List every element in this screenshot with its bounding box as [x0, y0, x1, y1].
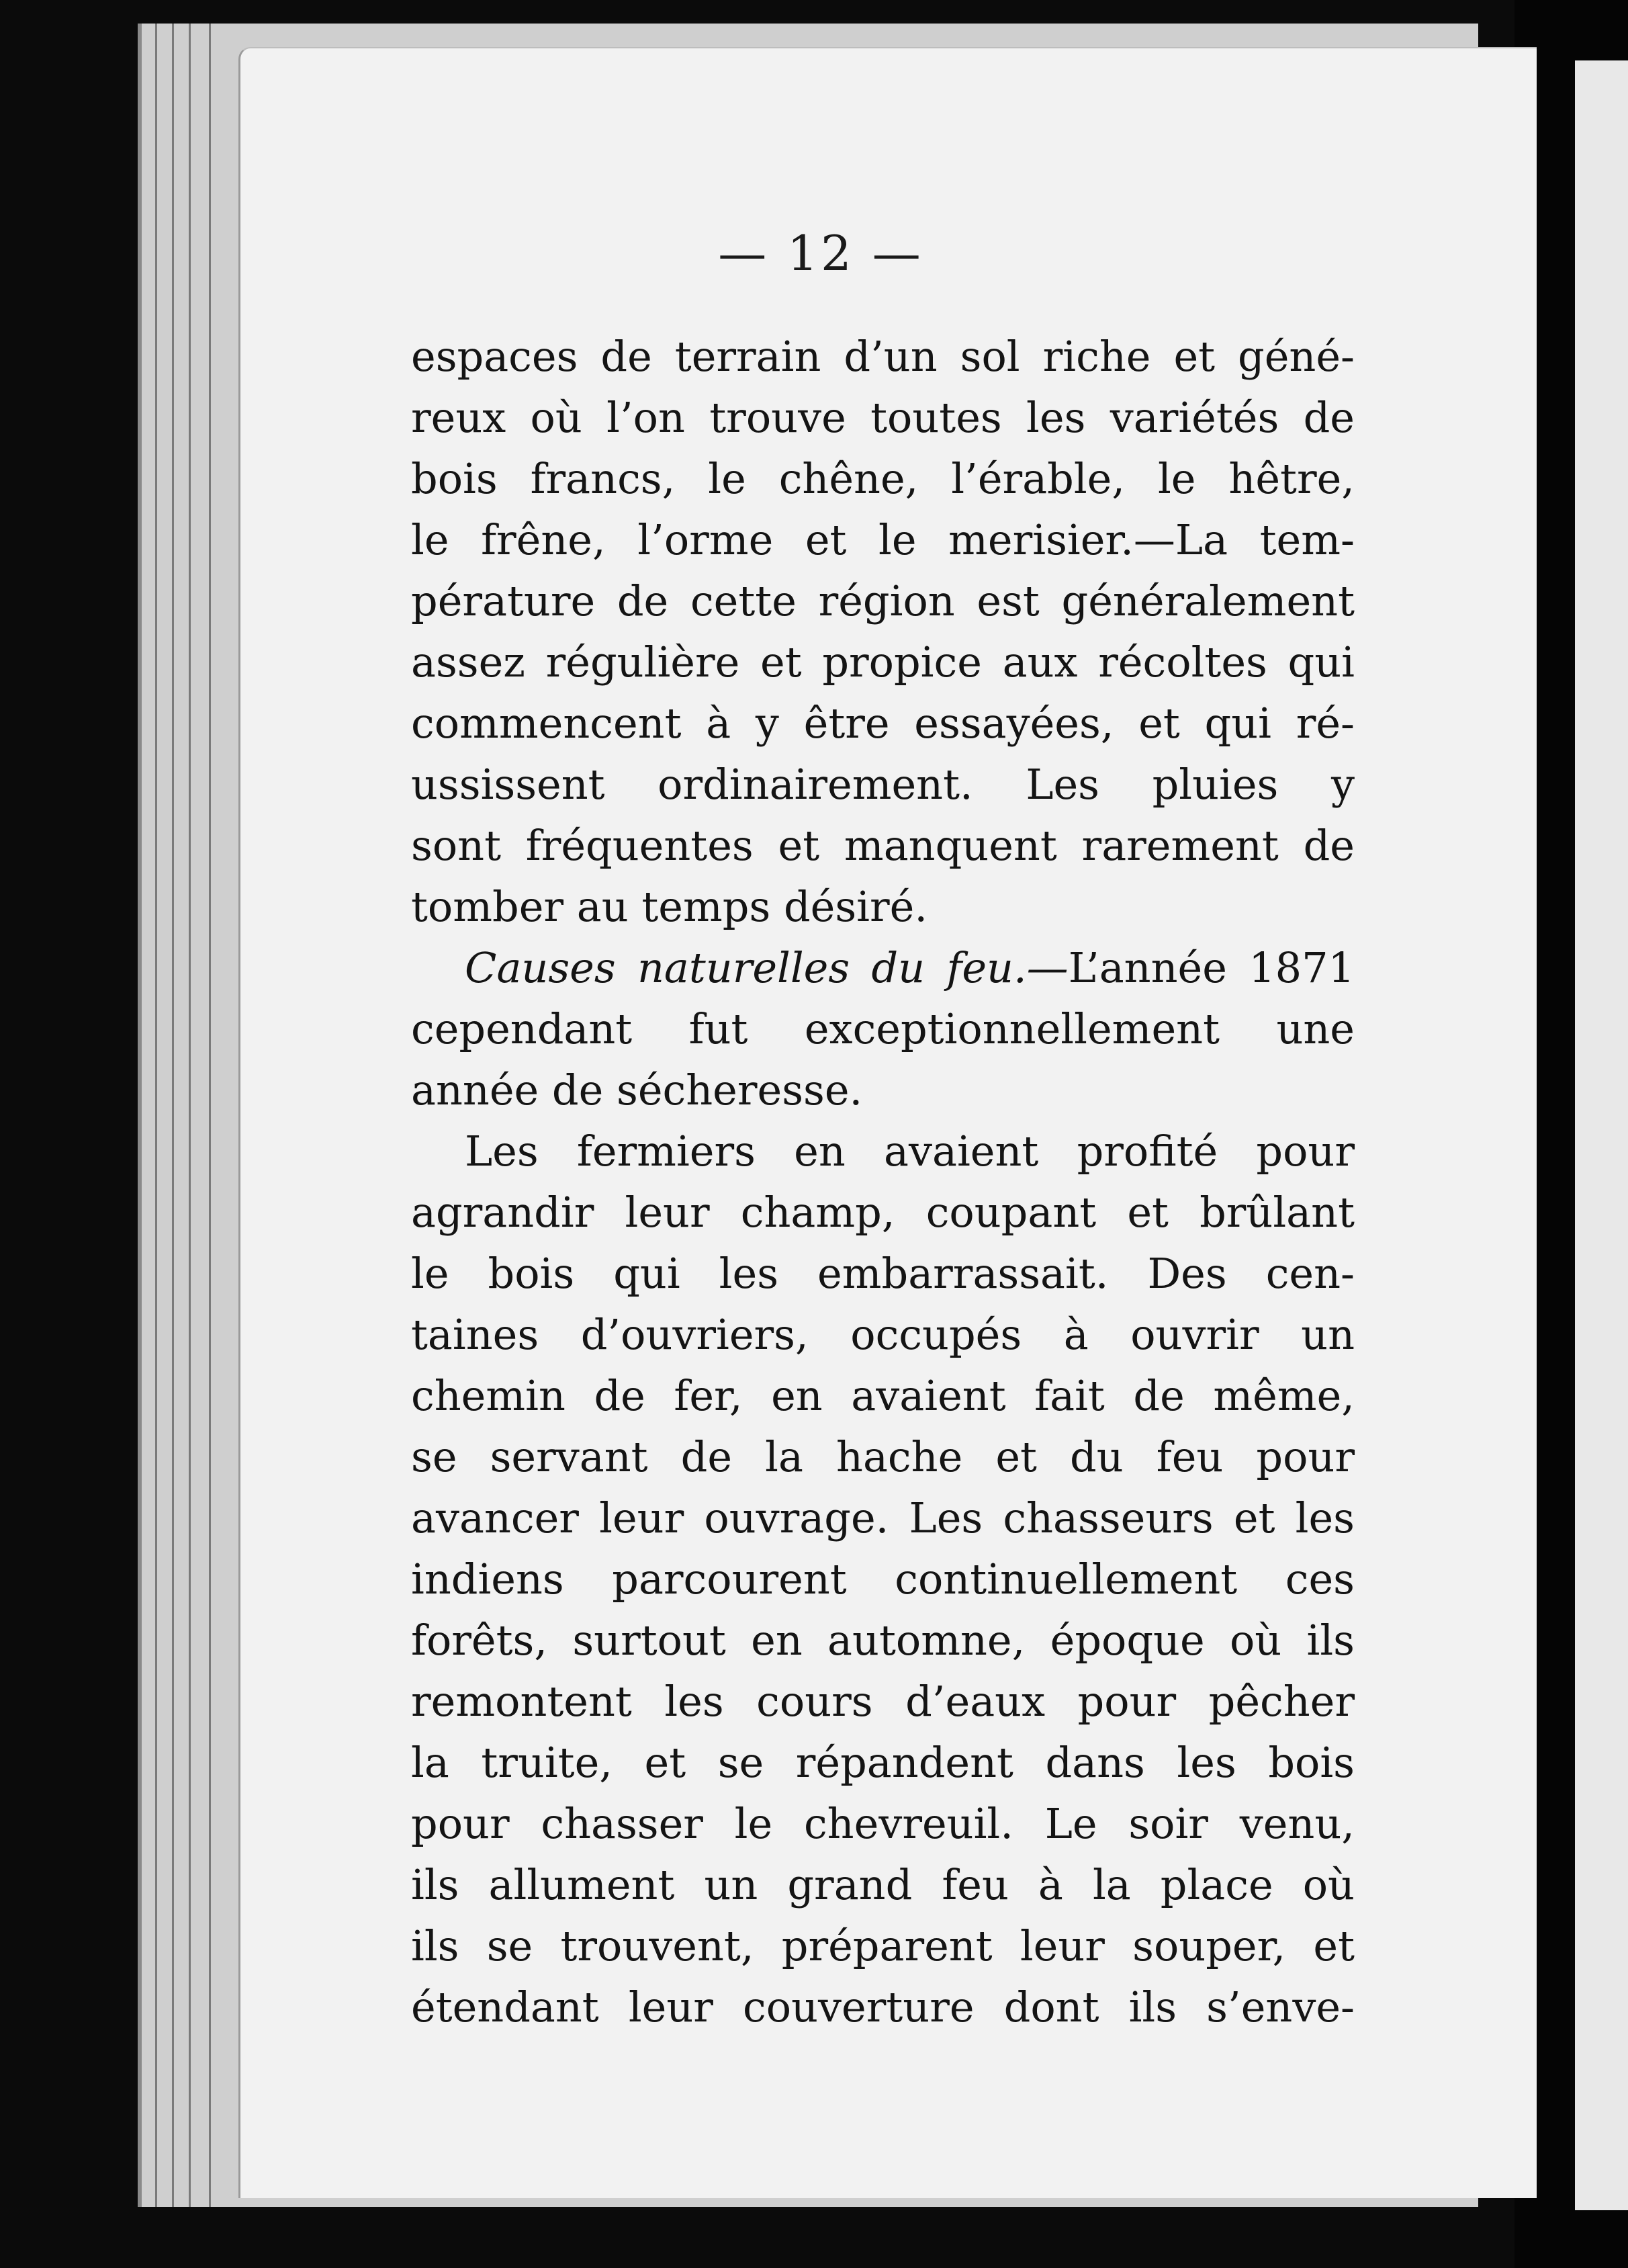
page-edge-line [172, 24, 174, 2207]
text-line: ussissent ordinairement. Les pluies y [411, 760, 1355, 809]
text-line: forêts, surtout en automne, époque où ils [411, 1616, 1355, 1665]
text-line: année de sécheresse. [411, 1065, 863, 1115]
text-line: cependant fut exceptionnellement une [411, 1004, 1355, 1053]
body-text [411, 326, 1355, 2038]
text-line: Les fermiers en avaient profité pour [465, 1127, 1355, 1176]
text-line: remontent les cours d’eaux pour pêcher [411, 1677, 1355, 1726]
text-line: indiens parcourent continuellement ces [411, 1555, 1355, 1604]
text-line: chemin de fer, en avaient fait de même, [411, 1371, 1355, 1420]
text-line: pérature de cette région est généralement [411, 576, 1355, 625]
section-line [411, 937, 1355, 998]
text-line: ils se trouvent, préparent leur souper, et [411, 1921, 1355, 1970]
text-line: commencent à y être essayées, et qui ré- [411, 699, 1355, 748]
page-edge-line [209, 24, 211, 2207]
text-line: assez régulière et propice aux récoltes qui [411, 638, 1355, 687]
text-line: tomber au temps désiré. [411, 882, 928, 931]
text-line: étendant leur couverture dont ils s’enve- [411, 1982, 1355, 2032]
text-line: la truite, et se répandent dans les bois [411, 1738, 1355, 1787]
text-line: taines d’ouvriers, occupés à ouvrir un [411, 1310, 1355, 1359]
page-edge-line [155, 24, 157, 2207]
text-line: agrandir leur champ, coupant et brûlant [411, 1188, 1355, 1237]
page-number: — 12 — [718, 225, 923, 281]
text-line: pour chasser le chevreuil. Le soir venu, [411, 1799, 1355, 1848]
text-line: sont fréquentes et manquent rarement de [411, 821, 1355, 870]
text-line: reux où l’on trouve toutes les variétés de [411, 393, 1355, 442]
facing-page-edge [1575, 60, 1628, 2210]
section-heading: Causes naturelles du feu.— [465, 943, 1069, 992]
text-line: se servant de la hache et du feu pour [411, 1432, 1355, 1481]
text-line: avancer leur ouvrage. Les chasseurs et les [411, 1493, 1355, 1542]
text-line: espaces de terrain d’un sol riche et géné- [411, 332, 1355, 381]
text-line: ils allument un grand feu à la place où [411, 1860, 1355, 1909]
page-edge-line [189, 24, 191, 2207]
section-line-text: L’année 1871 [1068, 943, 1355, 992]
text-line: le bois qui les embarrassait. Des cen- [411, 1249, 1355, 1298]
text-line: bois francs, le chêne, l’érable, le hêtre, [411, 454, 1355, 503]
text-line: le frêne, l’orme et le merisier.—La tem- [411, 515, 1355, 564]
